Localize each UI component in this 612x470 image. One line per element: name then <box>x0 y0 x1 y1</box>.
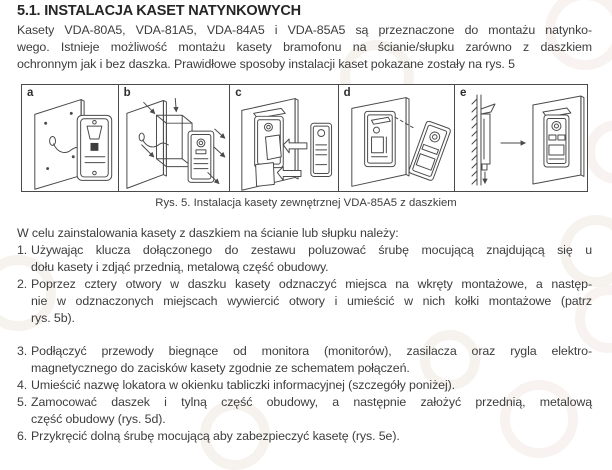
step-number: 6. <box>17 429 28 443</box>
step-item-3 <box>17 343 592 377</box>
figure-rys-5 <box>21 84 588 192</box>
watermark-blob <box>585 120 612 184</box>
step-text: Poprzez cztery otwory w daszku kasety odznaczyć miejsca na wkręty montażowe, a następ- nie w odznaczonych miejscach wywiercić otwory i umieścić w nich kołki montażowe (patrz rys. 5b). <box>31 277 592 325</box>
step-item-5 <box>17 394 592 428</box>
figure-caption: Rys. 5. Instalacja kasety zewnętrznej VDA-85A5 z daszkiem <box>155 197 457 209</box>
figure-panel-e <box>455 85 587 191</box>
panel-label-d: d <box>343 87 351 99</box>
step-text: Zamocować daszek i tylną część obudowy, a następnie założyć przednią, metalową część obudowy (rys. 5d). <box>31 395 592 426</box>
installation-drawing-a-wall-cable <box>22 85 118 191</box>
step-number: 4. <box>17 378 28 392</box>
step-item-6 <box>17 428 592 445</box>
step-item-4 <box>17 377 592 394</box>
panel-label-a: a <box>27 87 34 99</box>
step-item-2 <box>17 276 592 327</box>
step-number: 2. <box>17 277 28 291</box>
figure-panel-b <box>119 85 231 191</box>
steps-list <box>17 242 592 445</box>
step-number: 3. <box>17 344 28 358</box>
installation-drawing-c-name-card <box>230 85 337 191</box>
step-text: Podłączyć przewody biegnące od monitora (monitorów), zasilacza oraz rygla elektro- magnetycznego do zacisków kasety zgodnie ze schematem połączeń. <box>31 344 592 375</box>
installation-drawing-e-final-mount <box>455 85 587 191</box>
installation-drawing-b-bracket-screws <box>119 85 230 191</box>
page-title: 5.1. INSTALACJA KASET NATYNKOWYCH <box>17 3 301 19</box>
panel-label-b: b <box>123 87 131 99</box>
step-item-1 <box>17 242 592 276</box>
figure-panel-c <box>230 85 338 191</box>
panel-label-e: e <box>460 87 467 99</box>
installation-drawing-d-front-cover <box>339 85 454 191</box>
figure-panel-d <box>339 85 455 191</box>
step-number: 5. <box>17 395 28 409</box>
steps-intro: W celu zainstalowania kasety z daszkiem na ścianie lub słupku należy: <box>17 226 399 240</box>
step-text: Używając klucza dołączonego do zestawu poluzować śrubę mocującą znajdującą się u dołu kasety i zdjąć przednią, metalową część obudowy. <box>31 243 592 274</box>
step-text: Umieścić nazwę lokatora w okienku tabliczki informacyjnej (szczegóły poniżej). <box>31 378 455 392</box>
step-text: Przykręcić dolną śrubę mocującą aby zabezpieczyć kasetę (rys. 5e). <box>31 429 400 443</box>
figure-panel-a <box>22 85 119 191</box>
intro-paragraph: Kasety VDA-80A5, VDA-81A5, VDA-84A5 i VDA-85A5 są przeznaczone do montażu natynko- wego. Istnieje możliwość montażu kasety bramofonu na ścianie/słupku zarówno z daszkiem ochronnym jak i bez daszka. Prawidłowe sposoby instalacji kaset pokazane zostały na rys. 5 <box>17 23 592 71</box>
step-number: 1. <box>17 243 28 257</box>
panel-label-c: c <box>235 87 242 99</box>
